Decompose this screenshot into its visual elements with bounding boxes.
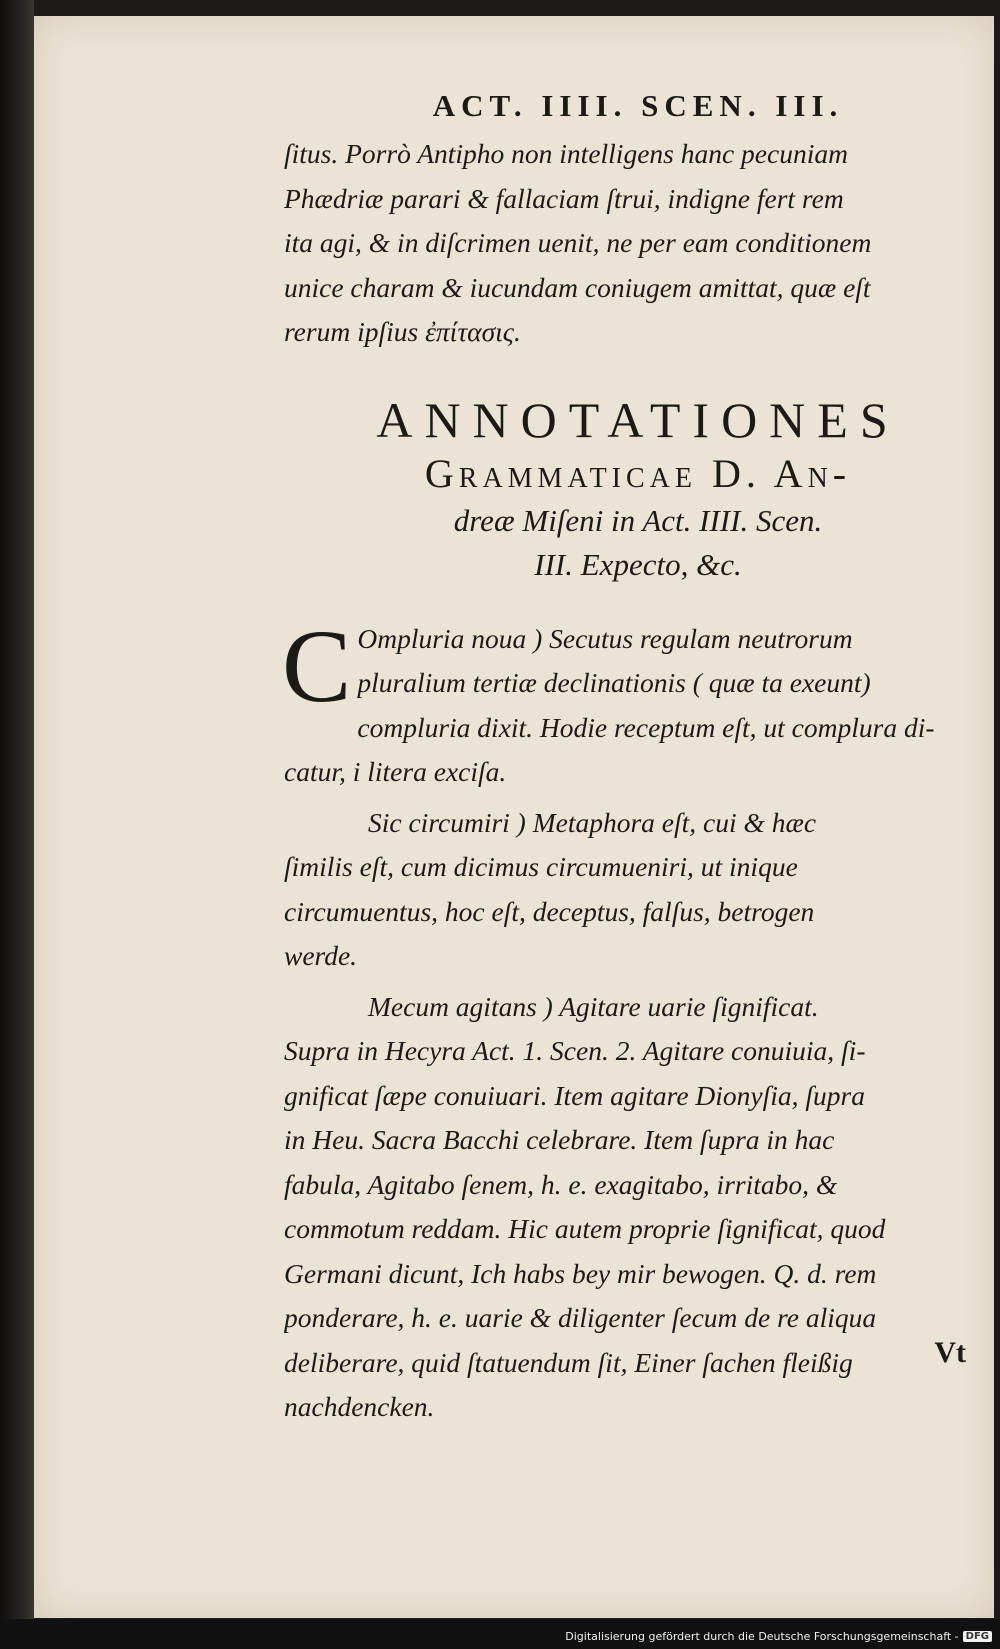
text-line: nachdencken. (284, 1391, 435, 1422)
text-line: ponderare, h. e. uarie & diligenter ſecum de re aliqua (284, 1302, 877, 1333)
catchword: Vt (934, 1336, 966, 1369)
annotation-entry (282, 608, 992, 795)
text-line: Mecum agitans ) Agitare uarie ſignificat. (368, 990, 819, 1022)
section-subheading: Grammaticae D. An- (424, 450, 852, 496)
text-line: pluralium tertiæ declinationis ( quæ ta exeunt) (357, 667, 871, 698)
section-heading: ANNOTATIONES (376, 391, 900, 448)
text-line: compluria dixit. Hodie receptum eſt, ut complura di- (357, 711, 935, 743)
text-line: ſitus. Porrò Antipho non intelligens hanc pecuniam (284, 138, 848, 169)
annotation-entry (284, 985, 992, 1430)
text-line: Ompluria noua ) Secutus regulam neutrorum (357, 622, 853, 654)
text-line: Phædriæ parari & fallaciam ſtrui, indigne fert rem (284, 182, 844, 214)
annotation-entry (284, 801, 992, 979)
book-page (34, 16, 994, 1618)
text-line: circumuentus, hoc eſt, deceptus, falſus, betrogen (284, 895, 815, 927)
text-line: Sic circumiri ) Metaphora eſt, cui & hæc (368, 806, 817, 838)
text-line: ſimilis eſt, cum dicimus circumueniri, ut inique (284, 851, 798, 882)
digitization-credit (565, 1630, 992, 1643)
running-head: ACT. IIII. SCEN. III. (432, 88, 844, 123)
text-line: deliberare, quid ſtatuendum ſit, Einer ſachen fleißig (284, 1346, 853, 1378)
text-line: werde. (284, 940, 358, 971)
text-line: gnificat ſæpe conuiuari. Item agitare Dionyſia, ſupra (284, 1079, 866, 1111)
text-line: Germani dicunt, Ich habs bey mir bewogen. Q. d. rem (284, 1257, 877, 1289)
section-subheading-line: dreæ Miſeni in Act. IIII. Scen. (453, 502, 823, 538)
text-line: rerum ipſius ἐπίτασις. (284, 316, 521, 347)
dfg-logo: DFG (963, 1631, 992, 1642)
drop-cap: C (282, 608, 352, 724)
text-line: Supra in Hecyra Act. 1. Scen. 2. Agitare conuiuia, ſi- (284, 1035, 866, 1066)
text-line: ita agi, & in diſcrimen uenit, ne per eam conditionem (284, 227, 872, 258)
intro-paragraph (284, 132, 992, 355)
text-block (284, 88, 992, 1430)
book-spine (0, 0, 34, 1649)
text-line: unice charam & iucundam coniugem amittat, quæ eſt (284, 271, 871, 303)
section-subheading-line: III. Expecto, &c. (534, 546, 742, 582)
text-line: fabula, Agitabo ſenem, h. e. exagitabo, irritabo, & (284, 1168, 838, 1200)
text-line: catur, i litera exciſa. (284, 756, 507, 787)
text-line: in Heu. Sacra Bacchi celebrare. Item ſupra in hac (284, 1124, 835, 1155)
credit-text: Digitalisierung gefördert durch die Deutsche Forschungsgemeinschaft - (565, 1630, 959, 1643)
text-line: commotum reddam. Hic autem proprie ſignificat, quod (284, 1213, 886, 1244)
